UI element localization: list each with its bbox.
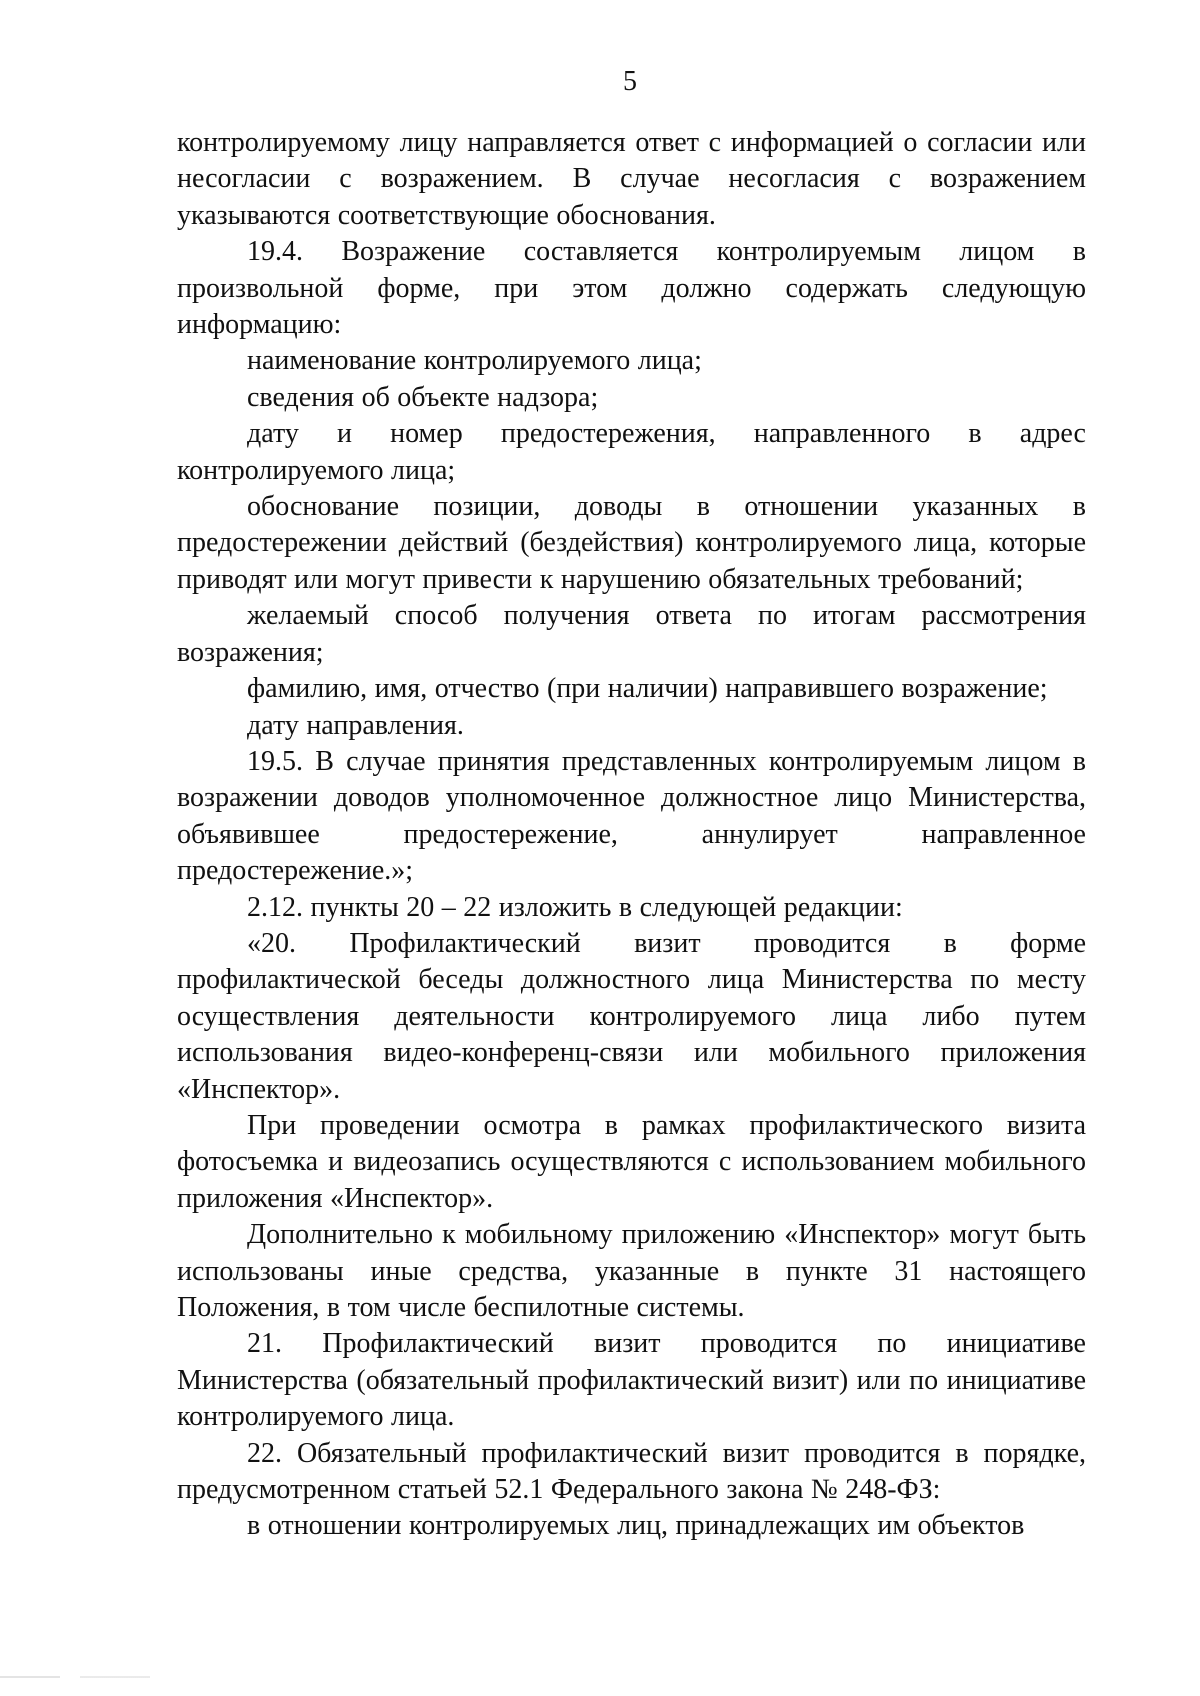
paragraph: 21. Профилактический визит проводится по инициативе Министерства (обязательный профилактический визит) или по инициативе контролируемого лица.: [177, 1328, 1086, 1433]
paragraph: 19.5. В случае принятия представленных контролируемым лицом в возражении доводов уполномоченное должностное лицо Министерства, объявившее предостережение, аннулирует направленное предостережение.»;: [177, 745, 1086, 887]
paragraph: 22. Обязательный профилактический визит проводится в порядке, предусмотренном статьей 52.1 Федерального закона № 248-ФЗ:: [177, 1437, 1086, 1506]
paragraph: желаемый способ получения ответа по итогам рассмотрения возражения;: [177, 600, 1086, 668]
page-number: 5: [623, 66, 637, 97]
paragraph: дату направления.: [247, 709, 464, 741]
paragraph: Дополнительно к мобильному приложению «Инспектор» могут быть использованы иные средства, указанные в пункте 31 настоящего Положения, в том числе беспилотные системы.: [177, 1219, 1086, 1323]
document-body: [177, 125, 1086, 1545]
paragraph: «20. Профилактический визит проводится в форме профилактической беседы должностного лица Министерства по месту осуществления деятельности контролируемого лица либо путем использования видео-конференц-связи или мобильного приложения «Инспектор».: [177, 927, 1086, 1105]
paragraph: При проведении осмотра в рамках профилактического визита фотосъемка и видеозапись осуществляются с использованием мобильного приложения «Инспектор».: [177, 1109, 1086, 1214]
paragraph: контролируемому лицу направляется ответ с информацией о согласии или несогласии с возражением. В случае несогласия с возражением указываются соответствующие обоснования.: [177, 127, 1086, 231]
paragraph: в отношении контролируемых лиц, принадлежащих им объектов: [247, 1510, 1025, 1542]
paragraph: 19.4. Возражение составляется контролируемым лицом в произвольной форме, при этом должно содержать следующую информацию:: [177, 236, 1086, 341]
paragraph: сведения об объекте надзора;: [247, 381, 599, 413]
paragraph: наименование контролируемого лица;: [247, 345, 702, 377]
scan-edge-line: [0, 1676, 1200, 1678]
paragraph: обоснование позиции, доводы в отношении указанных в предостережении действий (бездействия) контролируемого лица, которые приводят или могут привести к нарушению обязательных требований;: [177, 491, 1086, 595]
paragraph: фамилию, имя, отчество (при наличии) направившего возражение;: [247, 673, 1048, 705]
paragraph: дату и номер предостережения, направленного в адрес контролируемого лица;: [177, 418, 1086, 486]
paragraph: 2.12. пункты 20 – 22 изложить в следующей редакции:: [247, 891, 903, 923]
